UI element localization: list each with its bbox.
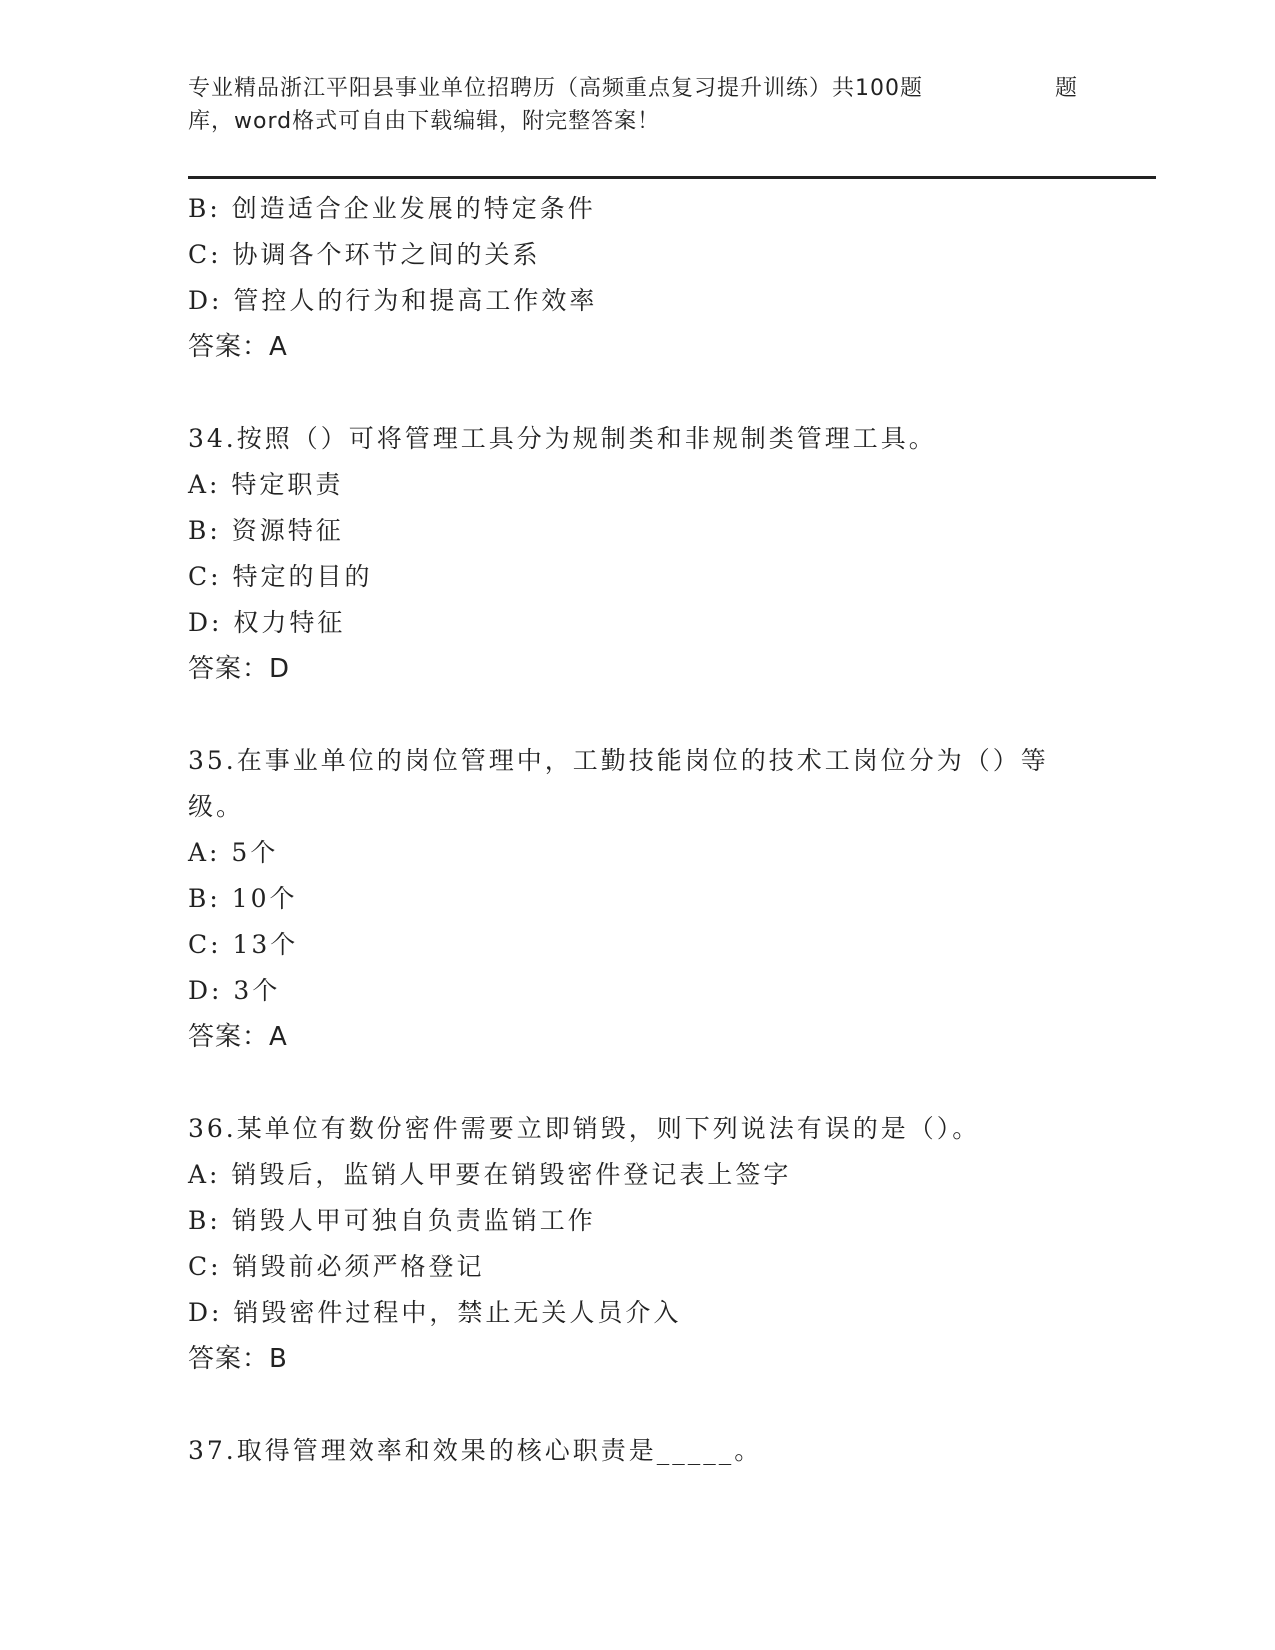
q34-option-d: D: 权力特征 (188, 608, 346, 637)
q33-answer: 答案：A (188, 332, 288, 362)
q34-option-b: B: 资源特征 (188, 516, 344, 545)
spacer (188, 1060, 1088, 1106)
question-content (188, 186, 1088, 1474)
q35-answer: 答案：A (188, 1022, 288, 1052)
header-line-2: 库，word格式可自由下载编辑，附完整答案！ (188, 109, 661, 134)
spacer (188, 692, 1088, 738)
q34-option-c: C: 特定的目的 (188, 562, 373, 591)
header-title: 专业精品浙江平阳县事业单位招聘历（高频重点复习提升训练）共100题 (188, 76, 923, 101)
q35-option-b: B: 10个 (188, 884, 298, 913)
q33-option-b: B: 创造适合企业发展的特定条件 (188, 194, 596, 223)
q36-option-c: C: 销毁前必须严格登记 (188, 1252, 485, 1281)
q35-stem-line-2: 级。 (188, 792, 245, 821)
q36-answer: 答案：B (188, 1344, 288, 1374)
q34-stem: 34.按照（）可将管理工具分为规制类和非规制类管理工具。 (188, 424, 937, 453)
q35-option-d: D: 3个 (188, 976, 281, 1005)
spacer (188, 370, 1088, 416)
header-line-1 (188, 72, 1148, 105)
header-title-tail: 题 (1055, 76, 1079, 101)
q36-option-a: A: 销毁后，监销人甲要在销毁密件登记表上签字 (188, 1160, 792, 1189)
header-divider (188, 176, 1156, 179)
spacer (188, 1382, 1088, 1428)
q36-option-d: D: 销毁密件过程中，禁止无关人员介入 (188, 1298, 682, 1327)
q33-option-d: D: 管控人的行为和提高工作效率 (188, 286, 598, 315)
q35-option-c: C: 13个 (188, 930, 299, 959)
q37-stem: 37.取得管理效率和效果的核心职责是_____。 (188, 1436, 763, 1465)
q35-option-a: A: 5个 (188, 838, 279, 867)
q36-option-b: B: 销毁人甲可独自负责监销工作 (188, 1206, 596, 1235)
q34-option-a: A: 特定职责 (188, 470, 344, 499)
q35-stem-line-1: 35.在事业单位的岗位管理中，工勤技能岗位的技术工岗位分为（）等 (188, 746, 1049, 775)
page-header (188, 72, 1148, 138)
q33-option-c: C: 协调各个环节之间的关系 (188, 240, 541, 269)
q34-answer: 答案：D (188, 654, 291, 684)
q36-stem: 36.某单位有数份密件需要立即销毁，则下列说法有误的是（）。 (188, 1114, 981, 1143)
